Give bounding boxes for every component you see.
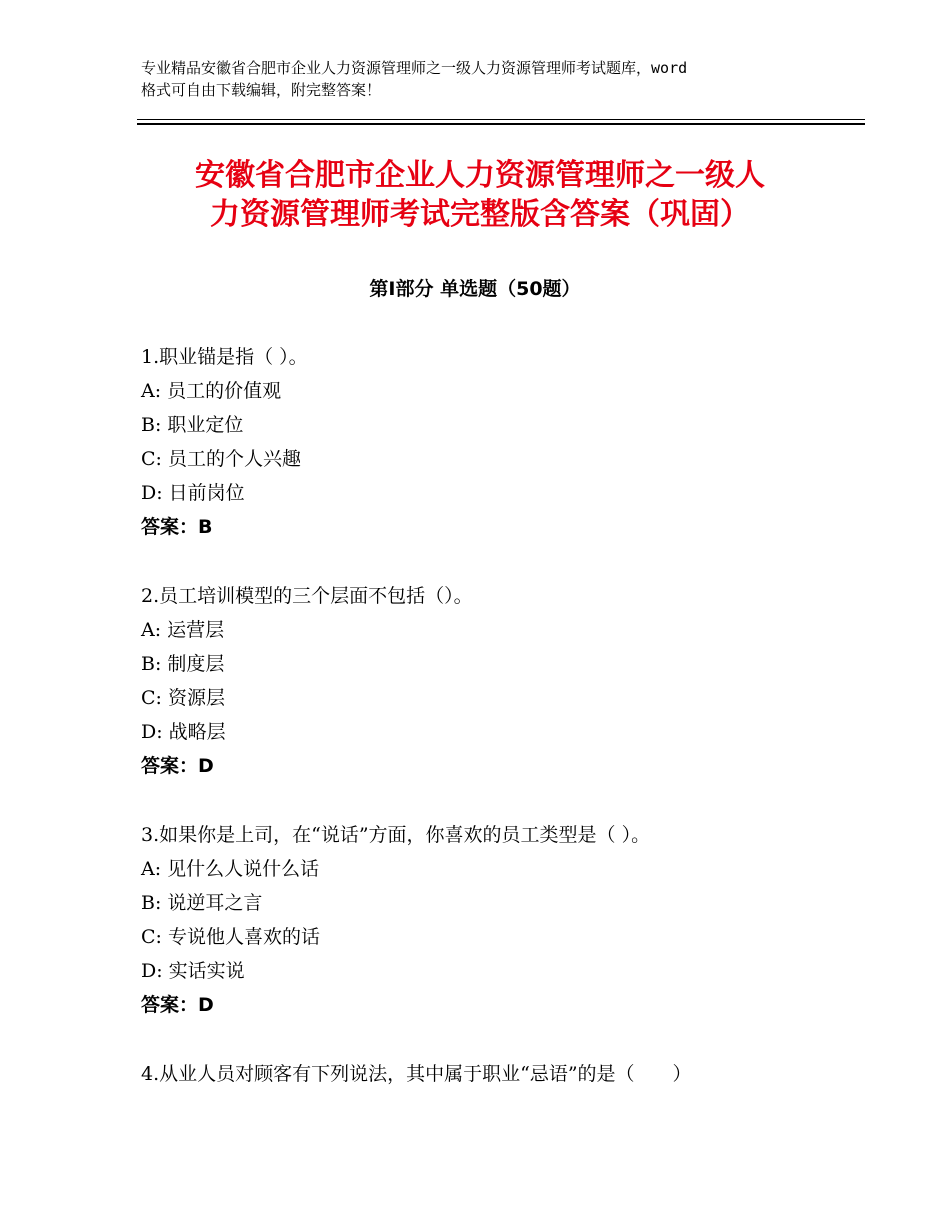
option-c: C: 员工的个人兴趣 — [141, 448, 301, 470]
option-d: D: 日前岗位 — [141, 482, 245, 504]
option-b: B: 制度层 — [141, 653, 225, 675]
document-title-line-1: 安徽省合肥市企业人力资源管理师之一级人 — [195, 158, 765, 193]
question-1 — [141, 340, 841, 544]
option-a: A: 运营层 — [141, 619, 225, 641]
document-title-line-2: 力资源管理师考试完整版含答案（巩固） — [210, 197, 750, 232]
option-a: A: 见什么人说什么话 — [141, 858, 320, 880]
header-divider-thin — [137, 119, 865, 120]
option-c: C: 资源层 — [141, 687, 225, 709]
header-divider-thick — [137, 123, 865, 125]
question-stem: 1.职业锚是指（ ）。 — [141, 346, 308, 368]
answer: 答案：D — [141, 994, 214, 1016]
option-d: D: 实话实说 — [141, 960, 245, 982]
question-stem: 4.从业人员对顾客有下列说法，其中属于职业“忌语”的是（ ） — [141, 1063, 692, 1085]
question-4 — [141, 1057, 841, 1091]
option-b: B: 职业定位 — [141, 414, 244, 436]
option-d: D: 战略层 — [141, 721, 226, 743]
question-2 — [141, 579, 841, 783]
option-c: C: 专说他人喜欢的话 — [141, 926, 320, 948]
question-3 — [141, 818, 841, 1022]
document-title — [140, 156, 820, 234]
answer: 答案：B — [141, 516, 213, 538]
option-a: A: 员工的价值观 — [141, 380, 282, 402]
header-note: 专业精品安徽省合肥市企业人力资源管理师之一级人力资源管理师考试题库，word 格式可自由下载编辑，附完整答案！ — [141, 59, 688, 99]
question-stem: 3.如果你是上司，在“说话”方面，你喜欢的员工类型是（ ）。 — [141, 824, 651, 846]
section-title: 第Ⅰ部分 单选题（50题） — [369, 278, 581, 300]
answer: 答案：D — [141, 755, 214, 777]
question-stem: 2.员工培训模型的三个层面不包括（）。 — [141, 585, 473, 607]
option-b: B: 说逆耳之言 — [141, 892, 263, 914]
